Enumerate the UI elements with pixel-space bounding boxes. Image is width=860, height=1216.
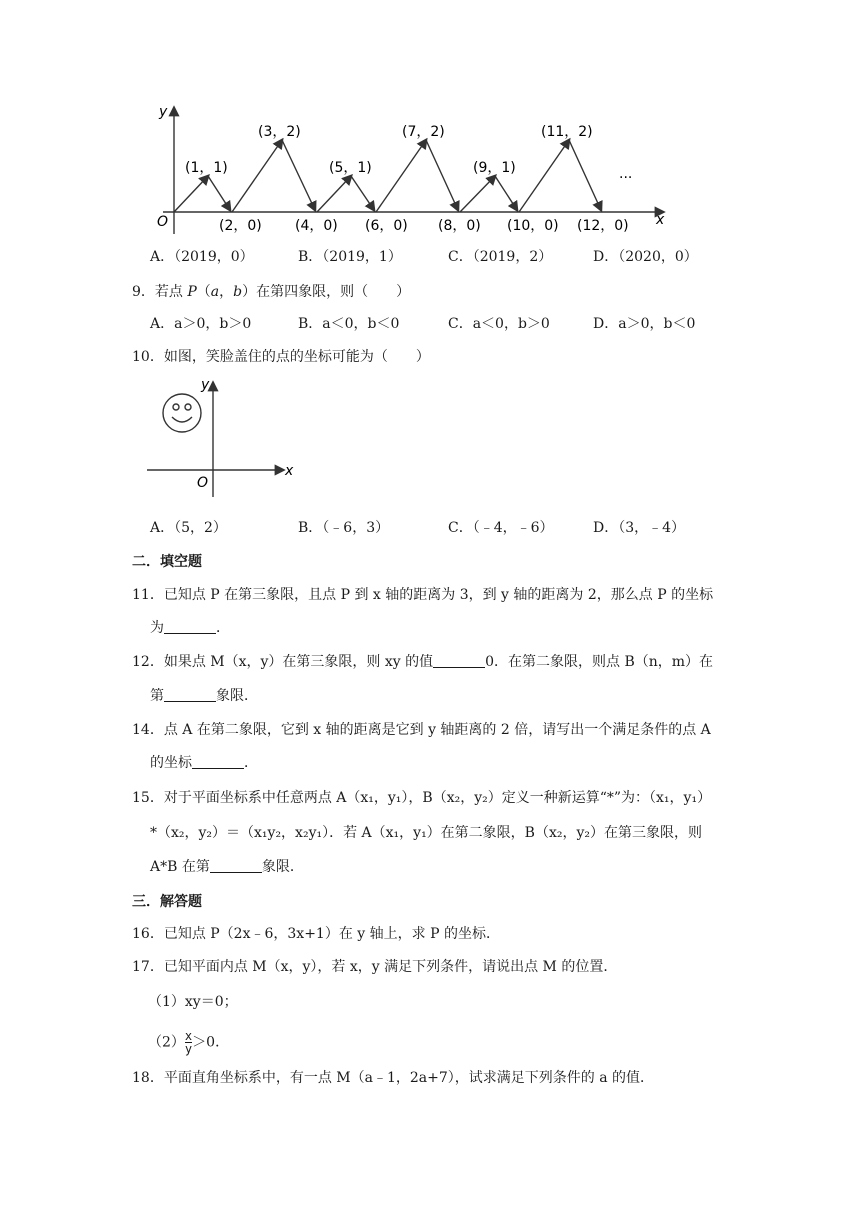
option-a: A．a＞0，b＞0 xyxy=(150,316,252,332)
question-16: 16．已知点 P（2x﹣6，3x+1）在 y 轴上，求 P 的坐标． xyxy=(132,926,500,942)
question-17: 17．已知平面内点 M（x，y），若 x，y 满足下列条件，请说出点 M 的位置． xyxy=(132,959,618,975)
question-11: 11．已知点 P 在第三象限，且点 P 到 x 轴的距离为 3，到 y 轴的距离为 2，那么点 P 的坐标 xyxy=(132,587,714,603)
option-b: B．a＜0，b＜0 xyxy=(298,316,400,332)
x-axis-label: x xyxy=(656,212,665,228)
question-11-cont: 为 ． xyxy=(150,620,230,636)
question-17-part2: （2） $\frac{x}{y}$ ＞0． xyxy=(148,1029,230,1056)
fraction: $\frac{x}{y}$ xyxy=(184,1029,193,1056)
question-12-cont: 第 象限． xyxy=(150,688,258,704)
smiley-figure xyxy=(145,375,300,500)
question-17-part1: （1）xy＝0； xyxy=(148,994,238,1010)
section-heading: 三．解答题 xyxy=(132,894,202,910)
answer-blank[interactable] xyxy=(164,687,216,702)
peak-label: (7，2) xyxy=(402,124,445,140)
answer-blank[interactable] xyxy=(210,858,262,873)
bottom-label: (6，0) xyxy=(365,218,408,234)
peak-label: (1，1) xyxy=(185,160,228,176)
peak-label: (3，2) xyxy=(258,124,301,140)
question-14-cont: 的坐标 ． xyxy=(150,755,258,771)
bottom-label: (4，0) xyxy=(295,218,338,234)
question-14: 14．点 A 在第二象限，它到 x 轴的距离是它到 y 轴距离的 2 倍，请写出一个满足条件的点 A xyxy=(132,722,711,738)
answer-blank[interactable] xyxy=(192,754,244,769)
smiley-icon xyxy=(163,394,201,432)
question-18: 18．平面直角坐标系中，有一点 M（a﹣1，2a+7），试求满足下列条件的 a 的值． xyxy=(132,1070,654,1086)
bottom-label: (2，0) xyxy=(219,218,262,234)
option-d: D．（3，﹣4） xyxy=(593,520,686,536)
question-15-cont: *（x₂，y₂）＝（x₁y₂，x₂y₁）．若 A（x₁，y₁）在第二象限，B（x₂，y₂）在第三象限，则 xyxy=(150,825,702,841)
answer-blank[interactable] xyxy=(433,653,485,668)
ellipsis: ··· xyxy=(619,170,633,186)
option-d: D．（2020，0） xyxy=(593,249,698,265)
zigzag-figure xyxy=(145,100,675,240)
y-axis-label: y xyxy=(159,104,168,120)
origin-label: O xyxy=(197,475,209,491)
question-10: 10．如图，笑脸盖住的点的坐标可能为（ ） xyxy=(132,349,430,365)
peak-label: (5，1) xyxy=(329,160,372,176)
option-c: C．（2019，2） xyxy=(448,249,553,265)
bottom-label: (10，0) xyxy=(507,218,559,234)
question-15: 15．对于平面坐标系中任意两点 A（x₁，y₁），B（x₂，y₂）定义一种新运算“*”为：（x₁，y₁） xyxy=(132,790,712,806)
origin-label: O xyxy=(157,214,169,230)
section-heading: 二．填空题 xyxy=(132,554,202,570)
answer-blank[interactable] xyxy=(164,619,216,634)
question-15-cont: A*B 在第 象限． xyxy=(150,859,304,875)
option-a: A．（5，2） xyxy=(150,520,227,536)
option-b: B．（﹣6，3） xyxy=(298,520,390,536)
option-a: A．（2019，0） xyxy=(150,249,254,265)
option-c: C．a＜0，b＞0 xyxy=(448,316,550,332)
y-axis-label: y xyxy=(201,377,210,393)
option-c: C．（﹣4，﹣6） xyxy=(448,520,554,536)
x-axis-label: x xyxy=(285,463,294,479)
question-9: 9．若点 P（a，b）在第四象限，则（ ） xyxy=(132,284,411,300)
question-12: 12．如果点 M（x，y）在第三象限，则 xy 的值 0．在第二象限，则点 B（n，m）在 xyxy=(132,654,714,670)
option-b: B．（2019，1） xyxy=(298,249,402,265)
peak-label: (11，2) xyxy=(541,124,593,140)
bottom-label: (8，0) xyxy=(438,218,481,234)
peak-label: (9，1) xyxy=(473,160,516,176)
option-d: D．a＞0，b＜0 xyxy=(593,316,696,332)
bottom-label: (12，0) xyxy=(577,218,629,234)
